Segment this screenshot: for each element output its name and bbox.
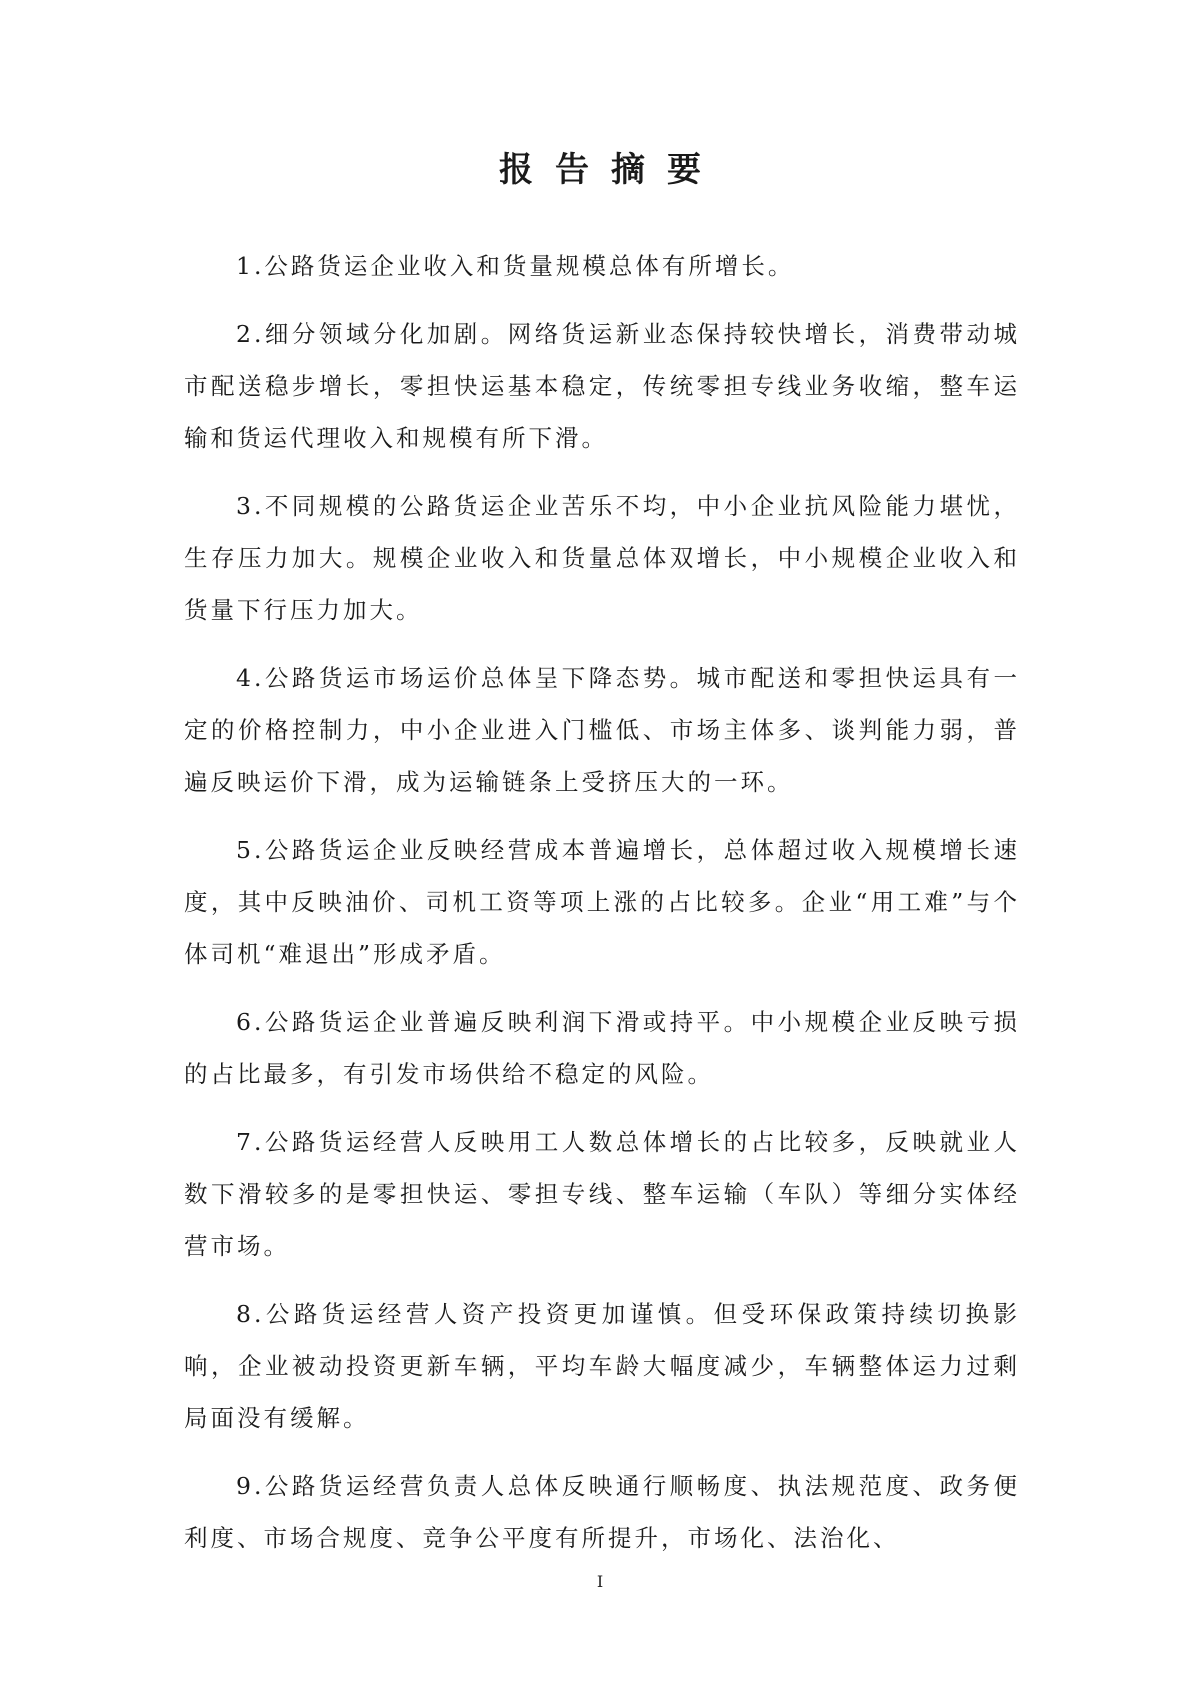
summary-paragraph-4: 4.公路货运市场运价总体呈下降态势。城市配送和零担快运具有一定的价格控制力，中小企业进入门槛低、市场主体多、谈判能力弱，普遍反映运价下滑，成为运输链条上受挤压大的一环。 — [184, 664, 1020, 796]
summary-paragraph-5: 5.公路货运企业反映经营成本普遍增长，总体超过收入规模增长速度，其中反映油价、司机工资等项上涨的占比较多。企业“用工难”与个体司机“难退出”形成矛盾。 — [184, 836, 1020, 968]
summary-paragraph-8: 8.公路货运经营人资产投资更加谨慎。但受环保政策持续切换影响，企业被动投资更新车辆，平均车龄大幅度减少，车辆整体运力过剩局面没有缓解。 — [184, 1300, 1020, 1432]
page-number: I — [596, 1572, 604, 1591]
summary-paragraph-9: 9.公路货运经营负责人总体反映通行顺畅度、执法规范度、政务便利度、市场合规度、竞争公平度有所提升，市场化、法治化、 — [184, 1472, 1020, 1552]
summary-paragraph-7: 7.公路货运经营人反映用工人数总体增长的占比较多，反映就业人数下滑较多的是零担快运、零担专线、整车运输（车队）等细分实体经营市场。 — [184, 1128, 1020, 1260]
summary-paragraph-2: 2.细分领域分化加剧。网络货运新业态保持较快增长，消费带动城市配送稳步增长，零担快运基本稳定，传统零担专线业务收缩，整车运输和货运代理收入和规模有所下滑。 — [184, 320, 1020, 452]
summary-body — [184, 248, 1020, 1580]
summary-paragraph-3: 3.不同规模的公路货运企业苦乐不均，中小企业抗风险能力堪忧，生存压力加大。规模企业收入和货量总体双增长，中小规模企业收入和货量下行压力加大。 — [184, 492, 1020, 624]
summary-paragraph-6: 6.公路货运企业普遍反映利润下滑或持平。中小规模企业反映亏损的占比最多，有引发市场供给不稳定的风险。 — [184, 1008, 1020, 1088]
summary-paragraph-1: 1.公路货运企业收入和货量规模总体有所增长。 — [236, 252, 795, 280]
page-title: 报告摘要 — [499, 150, 723, 190]
